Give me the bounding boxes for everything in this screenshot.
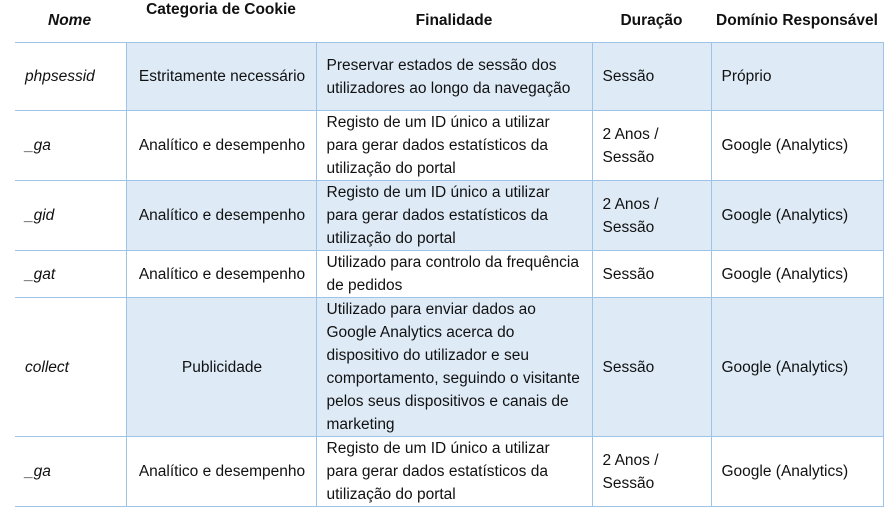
cell-duracao: 2 Anos / Sessão <box>592 181 711 251</box>
cell-categoria: Analítico e desempenho <box>126 181 316 251</box>
cell-nome: _ga <box>15 437 126 507</box>
header-categoria: Categoria de Cookie <box>126 0 316 43</box>
cell-finalidade: Utilizado para enviar dados ao Google Analytics acerca do dispositivo do utilizador e seu comportamento, seguindo o visitante pelos seus dispositivos e canais de marketing <box>316 298 592 437</box>
cell-categoria: Estritamente necessário <box>126 43 316 111</box>
cell-categoria: Analítico e desempenho <box>126 437 316 507</box>
cell-dominio: Google (Analytics) <box>711 437 883 507</box>
header-finalidade: Finalidade <box>316 0 592 43</box>
cell-nome: phpsessid <box>15 43 126 111</box>
cell-dominio: Google (Analytics) <box>711 251 883 298</box>
cell-dominio: Google (Analytics) <box>711 298 883 437</box>
cell-finalidade: Registo de um ID único a utilizar para gerar dados estatísticos da utilização do portal <box>316 111 592 181</box>
table-row <box>15 298 883 437</box>
cell-nome: _gat <box>15 251 126 298</box>
cell-dominio: Próprio <box>711 43 883 111</box>
cell-dominio: Google (Analytics) <box>711 181 883 251</box>
cookie-table <box>15 0 884 507</box>
header-row <box>15 0 883 43</box>
table-row <box>15 43 883 111</box>
cell-categoria: Analítico e desempenho <box>126 251 316 298</box>
cell-nome: _ga <box>15 111 126 181</box>
cell-duracao: 2 Anos / Sessão <box>592 437 711 507</box>
cell-finalidade: Preservar estados de sessão dos utilizadores ao longo da navegação <box>316 43 592 111</box>
cell-nome: collect <box>15 298 126 437</box>
cell-finalidade: Registo de um ID único a utilizar para gerar dados estatísticos da utilização do portal <box>316 437 592 507</box>
table-row <box>15 251 883 298</box>
cell-duracao: Sessão <box>592 43 711 111</box>
table-row <box>15 111 883 181</box>
header-nome: Nome <box>15 0 126 43</box>
cell-categoria: Publicidade <box>126 298 316 437</box>
cell-duracao: Sessão <box>592 251 711 298</box>
header-duracao: Duração <box>592 0 711 43</box>
header-dominio: Domínio Responsável <box>711 0 883 43</box>
cell-categoria: Analítico e desempenho <box>126 111 316 181</box>
cell-dominio: Google (Analytics) <box>711 111 883 181</box>
table-row <box>15 181 883 251</box>
cell-finalidade: Registo de um ID único a utilizar para gerar dados estatísticos da utilização do portal <box>316 181 592 251</box>
table-row <box>15 437 883 507</box>
cell-finalidade: Utilizado para controlo da frequência de pedidos <box>316 251 592 298</box>
cell-duracao: Sessão <box>592 298 711 437</box>
cell-nome: _gid <box>15 181 126 251</box>
cell-duracao: 2 Anos / Sessão <box>592 111 711 181</box>
